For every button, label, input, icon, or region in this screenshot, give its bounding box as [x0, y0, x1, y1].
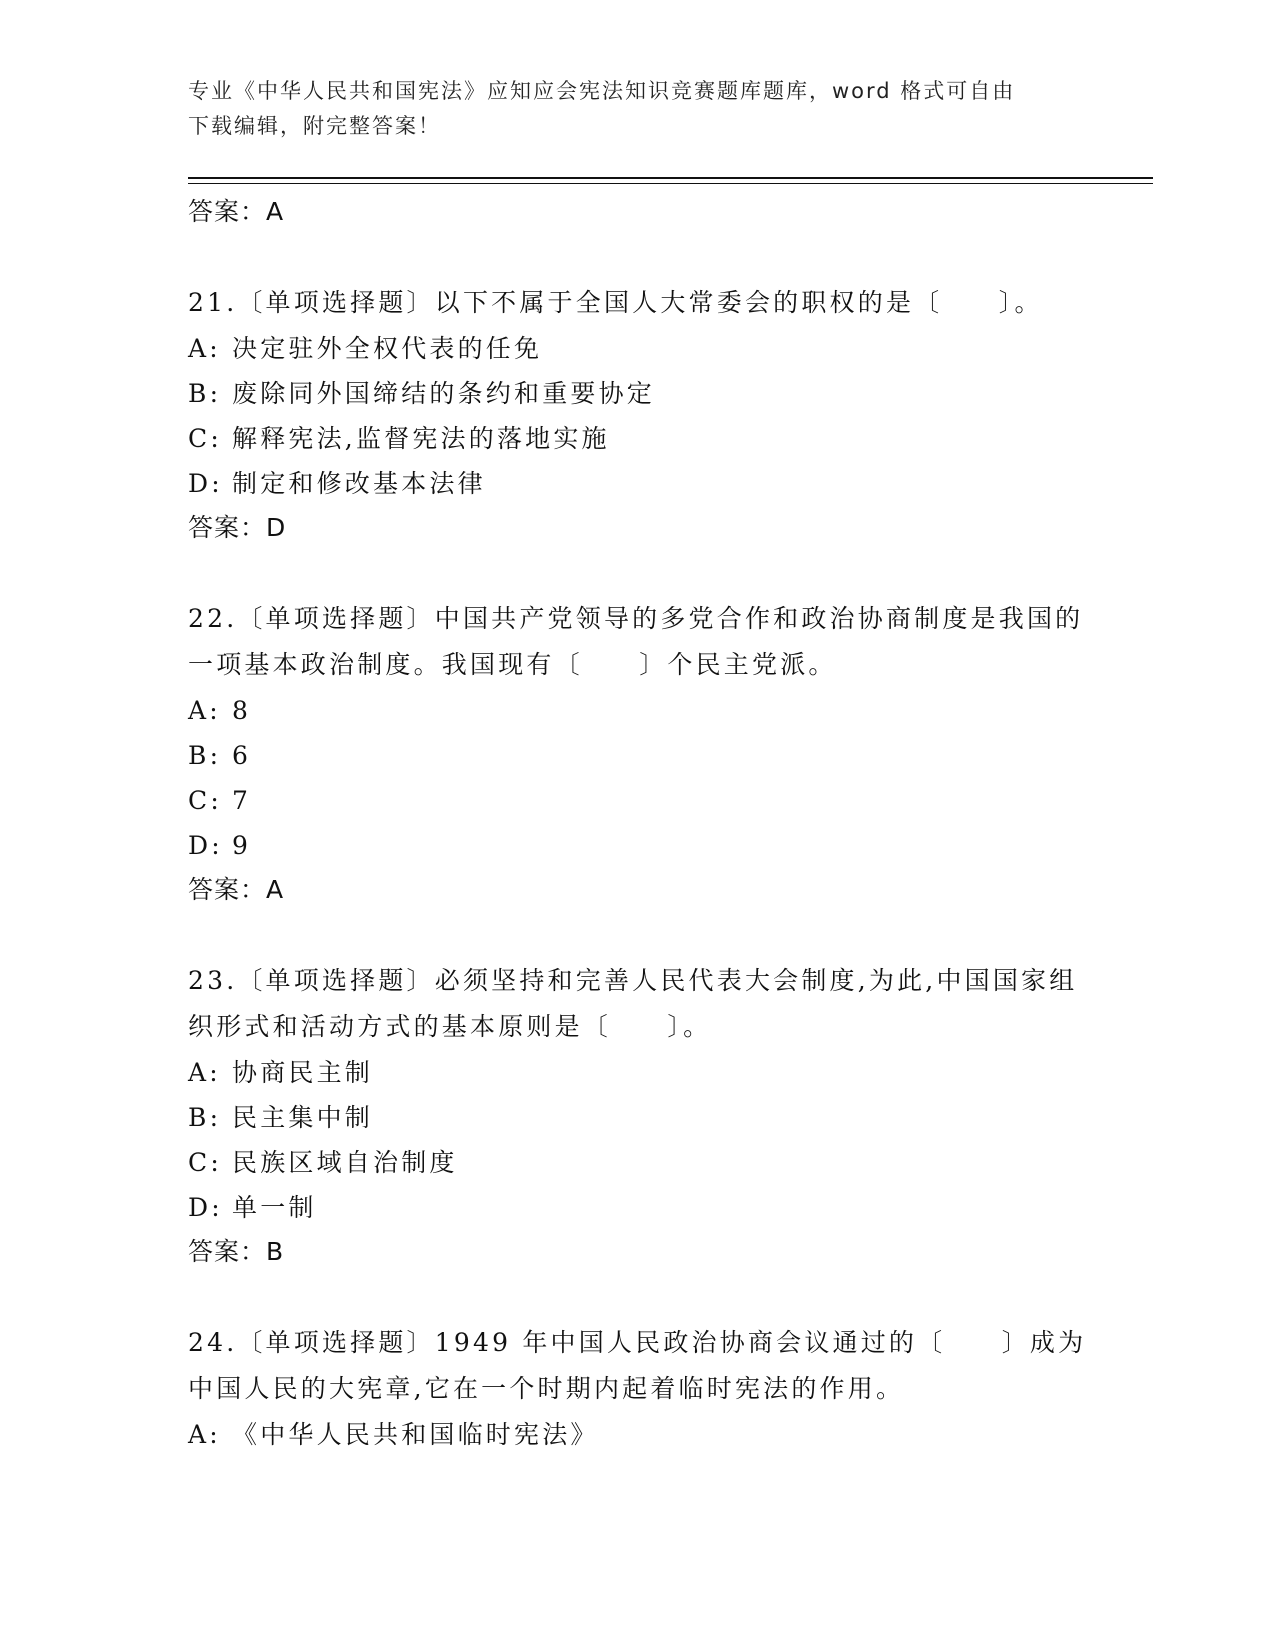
option-text: 解释宪法,监督宪法的落地实施 — [232, 424, 610, 453]
option-c — [188, 416, 1088, 461]
option-key: A: — [188, 334, 221, 363]
option-text: 7 — [232, 786, 252, 815]
option-key: B: — [188, 1103, 222, 1132]
option-text: 《中华人民共和国临时宪法》 — [232, 1420, 599, 1449]
option-b — [188, 371, 1088, 416]
header-line-2: 下载编辑，附完整答案！ — [188, 114, 441, 138]
answer-line: 答案：A — [188, 875, 285, 904]
header-line-1: 专业《中华人民共和国宪法》应知应会宪法知识竞赛题库题库，word 格式可自由 — [188, 79, 1016, 103]
option-key: A: — [188, 1420, 221, 1449]
question-list — [188, 190, 1088, 1457]
header-divider — [188, 177, 1153, 179]
option-a — [188, 688, 1088, 733]
header-divider-thin — [188, 183, 1153, 184]
question-stem: 21.〔单项选择题〕以下不属于全国人大常委会的职权的是〔 〕。 — [188, 288, 1043, 317]
option-key: D: — [188, 469, 223, 498]
option-c — [188, 778, 1088, 823]
option-text: 9 — [232, 831, 252, 860]
option-text: 协商民主制 — [232, 1058, 374, 1087]
answer-line: 答案：B — [188, 1237, 285, 1266]
option-key: B: — [188, 379, 222, 408]
option-text: 民主集中制 — [232, 1103, 374, 1132]
question-stem: 22.〔单项选择题〕中国共产党领导的多党合作和政治协商制度是我国的一项基本政治制度。我国现有〔 〕个民主党派。 — [188, 604, 1084, 679]
option-key: B: — [188, 741, 222, 770]
option-a — [188, 1412, 1088, 1457]
option-text: 8 — [232, 696, 252, 725]
question-stem: 23.〔单项选择题〕必须坚持和完善人民代表大会制度,为此,中国国家组织形式和活动方式的基本原则是〔 〕。 — [188, 966, 1078, 1041]
document-header — [188, 74, 1068, 144]
answer-line: 答案：A — [188, 197, 285, 226]
answer-line: 答案：D — [188, 513, 287, 542]
option-b — [188, 1095, 1088, 1140]
option-text: 决定驻外全权代表的任免 — [232, 334, 543, 363]
question-24 — [188, 1320, 1088, 1457]
option-text: 6 — [232, 741, 252, 770]
option-c — [188, 1140, 1088, 1185]
question-23 — [188, 958, 1088, 1274]
option-a — [188, 1050, 1088, 1095]
option-key: A: — [188, 1058, 221, 1087]
option-d — [188, 823, 1088, 868]
question-stem: 24.〔单项选择题〕1949 年中国人民政治协商会议通过的〔 〕成为中国人民的大宪章,它在一个时期内起着临时宪法的作用。 — [188, 1328, 1087, 1403]
option-b — [188, 733, 1088, 778]
option-key: A: — [188, 696, 221, 725]
option-key: C: — [188, 1148, 222, 1177]
option-a — [188, 326, 1088, 371]
option-d — [188, 461, 1088, 506]
question-21 — [188, 280, 1088, 550]
question-22 — [188, 596, 1088, 912]
option-text: 单一制 — [232, 1193, 317, 1222]
option-text: 废除同外国缔结的条约和重要协定 — [232, 379, 656, 408]
option-d — [188, 1185, 1088, 1230]
option-key: C: — [188, 424, 222, 453]
option-key: C: — [188, 786, 222, 815]
option-key: D: — [188, 1193, 223, 1222]
option-text: 制定和修改基本法律 — [232, 469, 486, 498]
option-key: D: — [188, 831, 223, 860]
option-text: 民族区域自治制度 — [232, 1148, 458, 1177]
